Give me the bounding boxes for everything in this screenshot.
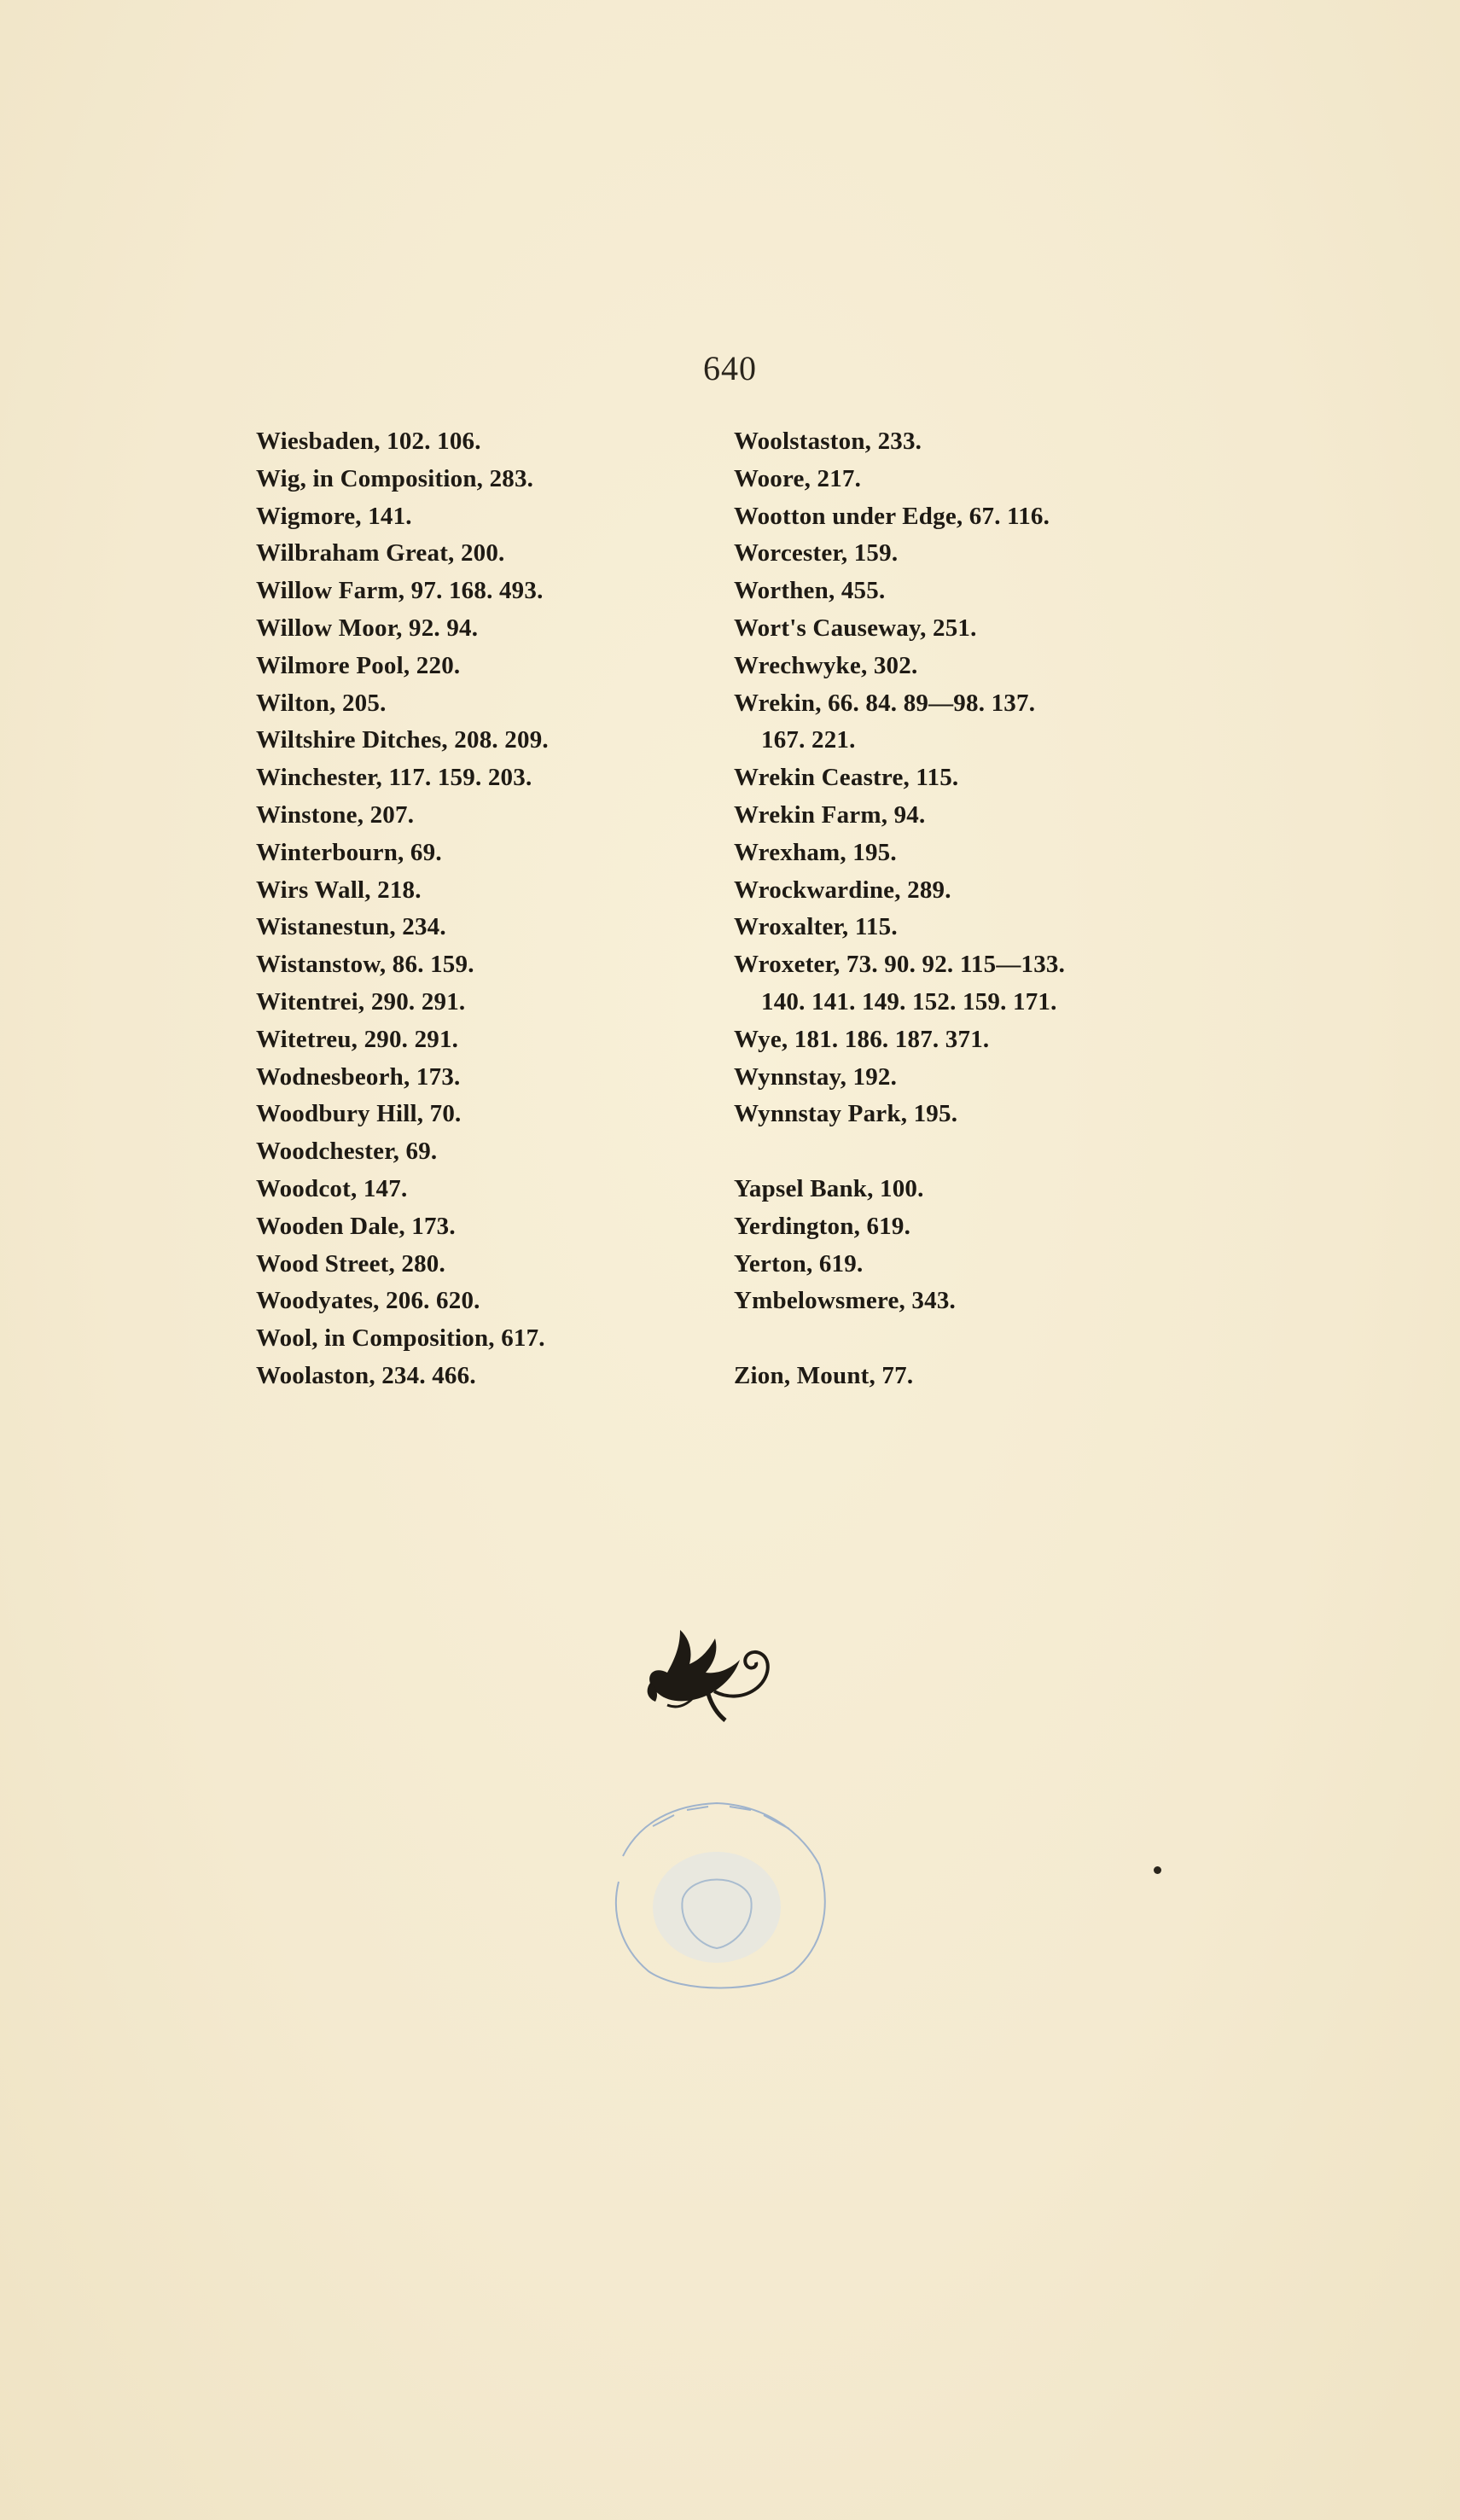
index-entry: Wirs Wall, 218.	[256, 876, 422, 904]
index-entry: Woolaston, 234. 466.	[256, 1361, 476, 1389]
index-entry: Wooden Dale, 173.	[256, 1212, 456, 1240]
index-entry-continuation: 167. 221.	[761, 726, 856, 754]
index-entry: Wrekin Farm, 94.	[734, 800, 926, 829]
index-entry: Willow Farm, 97. 168. 493.	[256, 577, 544, 605]
index-entry: Wrexham, 195.	[734, 838, 897, 866]
index-entry: Winstone, 207.	[256, 800, 415, 829]
page-number: 640	[703, 349, 757, 387]
index-entry: Yerdington, 619.	[734, 1212, 911, 1240]
index-entry: Wilbraham Great, 200.	[256, 539, 505, 567]
index-entry: Wiltshire Ditches, 208. 209.	[256, 726, 549, 754]
index-entry: Ymbelowsmere, 343.	[734, 1287, 956, 1315]
library-stamp-icon	[589, 1779, 845, 1993]
index-column-left	[256, 423, 683, 1395]
index-entry: Wig, in Composition, 283.	[256, 464, 534, 492]
index-entry: Yapsel Bank, 100.	[734, 1174, 924, 1202]
index-entry: Wistanstow, 86. 159.	[256, 951, 474, 979]
index-entry: Witentrei, 290. 291.	[256, 987, 466, 1016]
index-entry: Wroxeter, 73. 90. 92. 115—133.	[734, 951, 1066, 979]
index-entry: Worthen, 455.	[734, 577, 886, 605]
index-entry: Wool, in Composition, 617.	[256, 1324, 545, 1353]
index-entry: Wistanestun, 234.	[256, 913, 446, 941]
index-entry: Winchester, 117. 159. 203.	[256, 764, 532, 792]
index-entry: Woodcot, 147.	[256, 1174, 408, 1202]
index-entry: Woodbury Hill, 70.	[256, 1100, 462, 1128]
index-entry: Witetreu, 290. 291.	[256, 1025, 459, 1053]
index-entry: Woodchester, 69.	[256, 1138, 438, 1166]
index-entry-continuation: 140. 141. 149. 152. 159. 171.	[761, 987, 1057, 1016]
index-entry: Wood Street, 280.	[256, 1249, 445, 1277]
index-entry: Wiesbaden, 102. 106.	[256, 428, 481, 455]
index-entry: Winterbourn, 69.	[256, 838, 442, 866]
ink-dot	[1154, 1866, 1161, 1874]
index-entry: Wilton, 205.	[256, 689, 387, 717]
index-entry: Wootton under Edge, 67. 116.	[734, 502, 1050, 530]
index-entry: Woodyates, 206. 620.	[256, 1287, 480, 1315]
index-entry: Wynnstay Park, 195.	[734, 1100, 958, 1128]
index-entry: Wroxalter, 115.	[734, 913, 898, 941]
index-entry: Wrechwyke, 302.	[734, 651, 918, 679]
index-entry: Wye, 181. 186. 187. 371.	[734, 1025, 990, 1053]
index-entry: Wynnstay, 192.	[734, 1062, 898, 1091]
index-entry: Wort's Causeway, 251.	[734, 614, 977, 642]
index-entry: Wilmore Pool, 220.	[256, 651, 461, 679]
index-entry: Willow Moor, 92. 94.	[256, 614, 479, 642]
index-entry: Zion, Mount, 77.	[734, 1361, 914, 1389]
index-entry: Wigmore, 141.	[256, 502, 412, 530]
index-entry: Wrekin Ceastre, 115.	[734, 764, 959, 792]
index-entry: Wrockwardine, 289.	[734, 876, 951, 904]
section-gap	[734, 1133, 1212, 1171]
index-entry: Wrekin, 66. 84. 89—98. 137.	[734, 689, 1036, 717]
index-column-right	[734, 423, 1212, 1395]
index-entry: Wodnesbeorh, 173.	[256, 1062, 461, 1091]
foliage-ornament-icon	[633, 1613, 804, 1724]
index-entry: Woolstaston, 233.	[734, 428, 922, 455]
index-entry: Woore, 217.	[734, 464, 862, 492]
index-entry: Worcester, 159.	[734, 539, 899, 567]
index-entry: Yerton, 619.	[734, 1249, 864, 1277]
section-gap	[734, 1320, 1212, 1358]
